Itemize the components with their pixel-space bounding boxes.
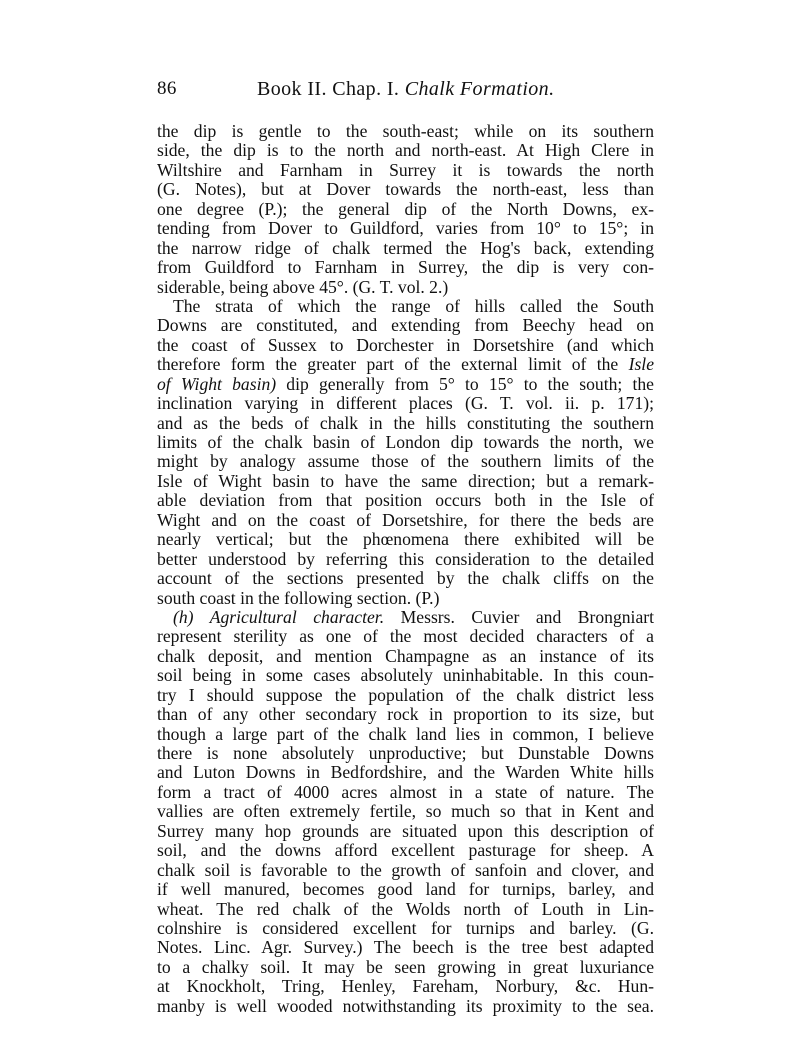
text-line: Wight and on the coast of Dorsetshire, for there the beds are xyxy=(157,509,654,530)
text-line: tending from Dover to Guildford, varies from 10° to 15°; in xyxy=(157,218,654,239)
page-number: 86 xyxy=(157,78,177,99)
text-line: colnshire is considered excellent for turnips and barley. (G. xyxy=(157,917,654,938)
text-line: there is none absolutely unproductive; but Dunstable Downs xyxy=(157,743,654,763)
text-line: of Wight basin) dip generally from 5° to 15° to the south; the xyxy=(157,373,654,394)
text-line: though a large part of the chalk land lies in common, I believe xyxy=(157,723,654,744)
text-line: and as the beds of chalk in the hills constituting the southern xyxy=(157,412,654,433)
text-line: therefore form the greater part of the external limit of the Isle xyxy=(157,354,654,375)
text-line: one degree (P.); the general dip of the North Downs, ex- xyxy=(157,198,654,219)
text-line: than of any other secondary rock in proportion to its size, but xyxy=(157,704,654,725)
text-line: chalk deposit, and mention Champagne as an instance of its xyxy=(157,645,654,666)
body-text xyxy=(157,122,654,1016)
text-line: limits of the chalk basin of London dip towards the north, we xyxy=(157,432,654,452)
text-line: inclination varying in different places (G. T. vol. ii. p. 171); xyxy=(157,393,654,414)
book-page xyxy=(157,78,654,1016)
text-line: soil, and the downs afford excellent pasturage for sheep. A xyxy=(157,840,654,861)
running-head-book-chapter: Book II. Chap. I. xyxy=(257,78,400,100)
section-heading-line: (h) Agricultural character. Messrs. Cuvier and Brongniart xyxy=(173,606,654,627)
text-line: (G. Notes), but at Dover towards the north-east, less than xyxy=(157,179,654,200)
text-line: Isle of Wight basin to have the same direction; but a remark- xyxy=(157,470,654,491)
text-line: to a chalky soil. It may be seen growing in great luxuriance xyxy=(157,956,654,977)
text-line: wheat. The red chalk of the Wolds north of Louth in Lin- xyxy=(157,898,654,919)
section-heading: (h) Agricultural character. xyxy=(173,606,385,627)
paragraph-end-line: south coast in the following section. (P.) xyxy=(157,587,440,608)
text-line: Notes. Linc. Agr. Survey.) The beech is the tree best adapted xyxy=(157,937,654,958)
text-line: better understood by referring this consideration to the detailed xyxy=(157,548,654,569)
text-line: from Guildford to Farnham in Surrey, the dip is very con- xyxy=(157,257,654,278)
italic-term: of Wight basin) xyxy=(157,373,277,394)
text-line: Downs are constituted, and extending from Beechy head on xyxy=(157,315,654,336)
running-head-section-title: Chalk Formation. xyxy=(404,78,555,100)
text-line: able deviation from that position occurs both in the Isle of xyxy=(157,490,654,511)
page-header xyxy=(157,78,654,108)
text-line: might by analogy assume those of the southern limits of the xyxy=(157,451,654,472)
italic-term: Isle xyxy=(628,354,654,375)
text-line: vallies are often extremely fertile, so much so that in Kent and xyxy=(157,801,654,822)
text-line: chalk soil is favorable to the growth of sanfoin and clover, and xyxy=(157,859,654,880)
text-line: soil being in some cases absolutely uninhabitable. In this coun- xyxy=(157,665,654,686)
running-head xyxy=(257,78,554,101)
text-line: and Luton Downs in Bedfordshire, and the Warden White hills xyxy=(157,762,654,783)
text-line: account of the sections presented by the chalk cliffs on the xyxy=(157,568,654,589)
text-line: the coast of Sussex to Dorchester in Dorsetshire (and which xyxy=(157,334,654,355)
text-line: form a tract of 4000 acres almost in a state of nature. The xyxy=(157,781,654,802)
text-line: represent sterility as one of the most decided characters of a xyxy=(157,626,654,647)
paragraph-end-line: siderable, being above 45°. (G. T. vol. 2.) xyxy=(157,276,449,297)
text-line: manby is well wooded notwithstanding its proximity to the sea. xyxy=(157,995,654,1016)
paragraph-start-line: The strata of which the range of hills called the South xyxy=(173,295,654,316)
text-line: if well manured, becomes good land for turnips, barley, and xyxy=(157,879,654,900)
text-line: side, the dip is to the north and north-east. At High Clere in xyxy=(157,140,654,161)
text-line: Surrey many hop grounds are situated upon this description of xyxy=(157,820,654,841)
text-line: the narrow ridge of chalk termed the Hog's back, extending xyxy=(157,237,654,258)
text-line: at Knockholt, Tring, Henley, Fareham, Norbury, &c. Hun- xyxy=(157,976,654,997)
text-line: try I should suppose the population of the chalk district less xyxy=(157,684,654,705)
text-line: Wiltshire and Farnham in Surrey it is towards the north xyxy=(157,159,654,180)
text-line: nearly vertical; but the phœnomena there exhibited will be xyxy=(157,529,654,550)
text-line: the dip is gentle to the south-east; while on its southern xyxy=(157,121,654,141)
